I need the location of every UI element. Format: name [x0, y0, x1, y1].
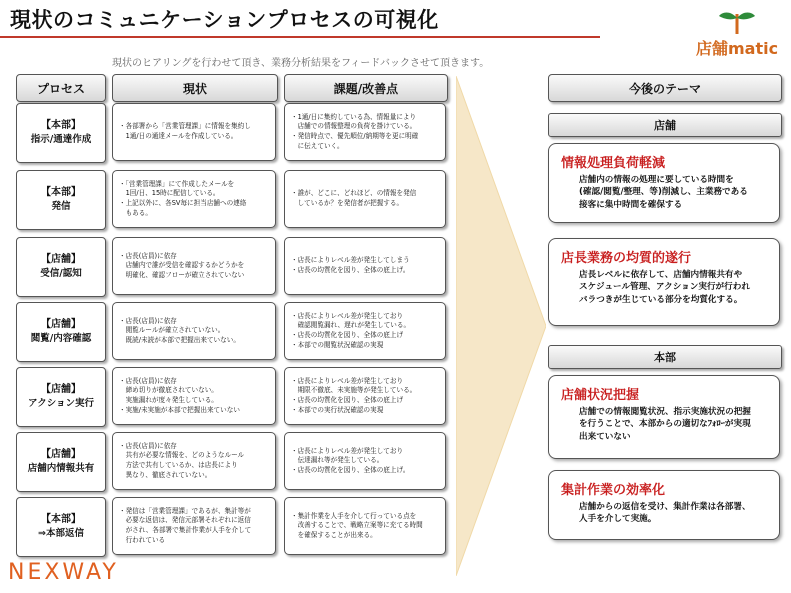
current-line: 締め切りが徹底されていない。	[119, 386, 218, 395]
header-future: 今後のテーマ	[548, 74, 782, 102]
current-line: 店舗内で誰が受信を確認するかどうかを	[119, 261, 245, 270]
current-line: 明確化、確認フローが確立されていない	[119, 270, 245, 279]
process-step	[16, 432, 106, 492]
current-line: ・店長(店員)に依存	[119, 441, 177, 450]
theme-title: 店長業務の均質的遂行	[561, 251, 692, 266]
current-line: ・「営業管理課」にて作成したメールを	[119, 179, 235, 188]
logo-text: 店舗matic	[696, 39, 779, 58]
current-line: 実施漏れが度々発生している。	[119, 396, 218, 404]
process-step	[16, 103, 106, 163]
issues-cell	[284, 432, 446, 490]
current-line: 共有が必要な情報を、どのようなルール	[119, 451, 245, 460]
issues-line: 伝達漏れ等が発生している。	[291, 456, 384, 465]
sprout-icon	[718, 8, 756, 34]
process-step	[16, 237, 106, 297]
process-step	[16, 170, 106, 230]
issues-line: 確認閲覧漏れ、遅れが発生している。	[291, 321, 411, 330]
process-name: 閲覧/内容確認	[30, 333, 92, 345]
current-cell	[112, 103, 276, 161]
process-owner: 【本部】	[41, 120, 81, 132]
current-line: 1通/日の通達メールを作成している。	[119, 132, 238, 140]
issues-line: ・店長によりレベル差が発生しており	[291, 446, 404, 455]
process-owner: 【店舗】	[41, 384, 81, 396]
issues-line: ・店長の均質化を図り、全体の底上げ。	[291, 266, 410, 274]
process-step	[16, 367, 106, 427]
current-cell	[112, 237, 276, 295]
process-owner: 【本部】	[41, 514, 81, 526]
current-line: 必要な返信は、発信元部署それぞれに返信	[119, 516, 251, 525]
process-name: 指示/通達作成	[30, 134, 92, 146]
issues-cell	[284, 302, 446, 360]
theme-body-line: スケジュール管理、アクション実行が行われ	[579, 282, 750, 293]
current-cell	[112, 302, 276, 360]
issues-line: ・店長の均質化を図り、全体の底上げ	[291, 331, 404, 339]
current-cell	[112, 170, 276, 228]
issues-line: ・店長の均質化を図り、全体の底上げ。	[291, 465, 410, 474]
theme-body-line: 店長レベルに依存して、店舗内情報共有や	[579, 270, 743, 280]
nexway-logo: NEXWAY	[8, 560, 119, 585]
transition-arrow	[456, 76, 546, 576]
process-name: 受信/認知	[40, 268, 82, 280]
current-line: がされ、各部署で集計作業が人手を介して	[119, 526, 252, 534]
current-line: 既読/未読が本部で把握出来ていない。	[119, 335, 240, 344]
issues-cell	[284, 237, 446, 295]
page-title: 現状のコミュニケーションプロセスの可視化	[10, 8, 439, 32]
current-cell	[112, 432, 276, 490]
current-cell	[112, 367, 276, 425]
issues-line: ・店長によりレベル差が発生してしまう	[291, 256, 410, 265]
theme-card	[548, 470, 780, 540]
process-name: アクション実行	[27, 398, 95, 410]
issues-line: ・発信時点で、優先順位/納期等を更に明確	[291, 132, 419, 140]
process-step	[16, 497, 106, 557]
theme-card	[548, 143, 780, 223]
section-header: 本部	[548, 345, 782, 369]
issues-line: を確保することが出来る。	[291, 530, 377, 539]
issues-line: ・本部での実行状況確認の実現	[291, 405, 384, 414]
process-name: ⇒本部返信	[38, 528, 84, 540]
issues-line: 店舗での情報整理の負荷を掛けている。	[291, 122, 417, 131]
issues-line: に伝えていく。	[291, 141, 344, 150]
issues-line: ・集計作業を人手を介して行っている点を	[291, 511, 417, 520]
theme-body-line: 店舗内の情報の処理に要している時間を	[579, 175, 734, 185]
theme-title: 店舗状況把握	[561, 388, 640, 403]
section-header: 店舗	[548, 113, 782, 137]
tenpomatic-logo	[696, 8, 779, 66]
issues-line: ・1通/日に集約している為、情報量により	[291, 112, 417, 121]
current-line: 方法で共有しているか、は店長により	[119, 461, 238, 469]
issues-line: ・店長の均質化を図り、全体の底上げ	[291, 396, 404, 404]
current-line: ・上記以外に、各SV毎に担当店舗への連絡	[119, 199, 247, 207]
issues-cell	[284, 170, 446, 228]
theme-body-line: 人手を介して実施。	[579, 514, 657, 525]
issues-line: ・本部での閲覧状況確認の実現	[291, 340, 384, 349]
process-owner: 【店舗】	[41, 254, 81, 266]
theme-body-line: 店舗からの返信を受け、集計作業は各部署、	[579, 502, 751, 512]
theme-card	[548, 238, 780, 326]
process-name: 店舗内情報共有	[27, 463, 95, 475]
theme-body-line: バラつきが生じている部分を均質化する。	[579, 294, 743, 305]
theme-body-line: を行うことで、本部からの適切なﾌｫﾛｰが実現	[579, 419, 751, 430]
current-line: ・各部署から「営業管理課」に情報を集約し	[119, 122, 251, 131]
current-line: 行われている	[119, 535, 166, 544]
issues-line: しているか？を発信者が把握する。	[291, 199, 404, 207]
header-issues: 課題/改善点	[284, 74, 448, 102]
current-line: 1回/日、15時に配信している。	[119, 189, 220, 198]
current-cell	[112, 497, 276, 555]
current-line: ・店長(店員)に依存	[119, 316, 177, 325]
issues-cell	[284, 103, 446, 161]
issues-line: ・誰が、どこに、どれほど、の情報を発信	[291, 189, 417, 198]
issues-line: ・店長によりレベル差が発生しており	[291, 376, 404, 385]
process-owner: 【店舗】	[41, 449, 81, 461]
issues-cell	[284, 497, 446, 555]
issues-line: 改善することで、戦略立案等に充てる時間	[291, 521, 423, 530]
theme-card	[548, 375, 780, 459]
page-subtitle: 現状のヒアリングを行わせて頂き、業務分析結果をフィードバックさせて頂きます。	[112, 58, 490, 69]
process-name: 発信	[51, 201, 71, 213]
header-process: プロセス	[16, 74, 106, 102]
current-line: もある。	[119, 208, 152, 217]
theme-title: 集計作業の効率化	[561, 483, 666, 498]
issues-line: ・店長によりレベル差が発生しており	[291, 311, 404, 320]
issues-line: 期限不徹底、未実施等が発生している。	[291, 386, 417, 395]
process-owner: 【店舗】	[41, 319, 81, 331]
current-line: ・発信は「営業管理課」であるが、集計等が	[119, 506, 251, 515]
theme-title: 情報処理負荷軽減	[561, 156, 666, 171]
theme-body-line: 店舗での情報閲覧状況、指示実施状況の把握	[579, 407, 751, 417]
theme-body-line: 接客に集中時間を確保する	[579, 199, 683, 210]
title-underline	[0, 36, 600, 38]
current-line: ・店長(店員)に依存	[119, 376, 177, 385]
current-line: 異なり、徹底されていない。	[119, 470, 212, 479]
header-current: 現状	[112, 74, 278, 102]
theme-body-line: (確認/閲覧/整理、等)削減し、主業務である	[579, 187, 748, 198]
current-line: 閲覧ルールが確立されていない。	[119, 326, 225, 335]
issues-cell	[284, 367, 446, 425]
process-owner: 【本部】	[41, 187, 81, 199]
current-line: ・店長(店員)に依存	[119, 251, 177, 260]
theme-body-line: 出来ていない	[579, 431, 631, 442]
process-step	[16, 302, 106, 362]
current-line: ・実施/未実施が本部で把握出来ていない	[119, 405, 240, 414]
